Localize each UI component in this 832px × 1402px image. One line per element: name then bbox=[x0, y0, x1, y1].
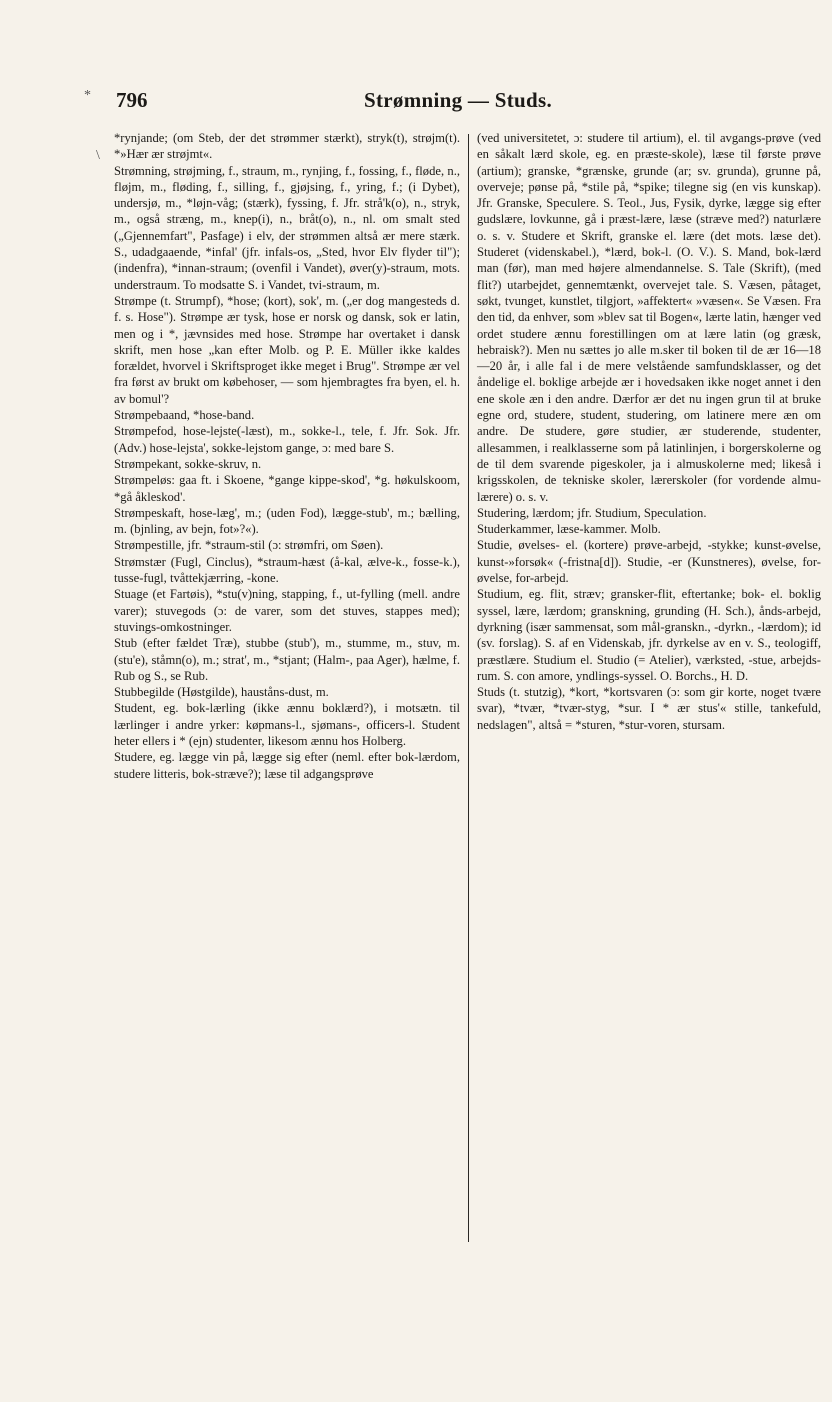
dictionary-entry: Studerkammer, læse-kammer. Molb. bbox=[477, 522, 661, 537]
page-number: 796 bbox=[116, 88, 148, 112]
right-column bbox=[477, 130, 821, 733]
column-divider bbox=[468, 134, 469, 1242]
dictionary-entry: *rynjande; (om Steb, der det strømmer stærkt), stryk(t), strøjm(t). *»Hær ær strøjmt«. bbox=[114, 131, 460, 162]
dictionary-entry: Strømpe (t. Strumpf), *hose; (kort), sok', m. („er dog mangesteds d. f. s. Hose"). Strømpe ær tysk, hose er norsk og dansk, sok er latin, men og i *, jævnsides med hose. Strømpe har overtaket i dansk skrift, men hose „kan efter Molb. og P. E. Müller ikke kaldes forældet, hvorvel i Skriftsproget ikke meget i Brug". Strømpe ær vel fra først av brukt om købehoser, — som hjembragtes fra byen, el. h. av bomul'? bbox=[114, 293, 460, 406]
dictionary-entry: (ved universitetet, ɔ: studere til artium), el. til avgangs-prøve (ved en såkalt lærd skole, eg. en præste-skole), læse til første prøve (artium); granske, *grænske, grunde (ar; sv. grunda), grunne på, overveje; pønse på, *stile på, *spike; tilegne sig (en vis kunskap). Jfr. Granske, Speculere. S. Teol., Jus, Fysik, dyrke, lægge sig efter gudslære, lovkunne, gå i præst-lære, læse (stræve med?) naturlære o. s. v. Studere et Skrift, granske el. lære (det mots. læse det). Studeret (videnskabel.), *lærd, bok-l. (O. V.). S. Mand, bok-lærd man (før), man med højere almendannelse. S. Tale (Skrift), (med flit?) utarbejdet, gennemtænkt, overvejet tale. S. Væsen, påtaget, søkt, tvunget, kunstlet, tilgjort, »affektert« »væsen«. Se Væsen. Fra den tid, da enhver, som »blev sat til Bogen«, lærte latin, hænger ved ordet studere ænnu forestillingen om at lære latin (og græsk, hebraisk?). Men nu sættes jo alle m.sker til boken til de ær 16—18—20 år, i alle fal i de mere velstående samfundsklasser, og det åndelige el. boklige arbejde ær i hovedsaken ikke noget annet i den ene skole æn i den andre. Dærfor ær det nu ingen grun til at bruke egne ord, studere, student, studering, om latinere mere æn om andre. De studere, gøre studier, ær studerende, studenter, allesammen, i realklasserne som på latinlinjen, i borgerskolerne og de til dem svarende pigeskoler, ja i almuskolerne med; likeså i krigsskolen, de tekniske skoler, lærerskoler (for vordende almu-lærere) o. s. v. bbox=[477, 131, 821, 504]
dictionary-entry: Strømpebaand, *hose-band. bbox=[114, 408, 255, 423]
dictionary-entry: Strømpefod, hose-lejste(-læst), m., sokke-l., tele, f. Jfr. Sok. Jfr. (Adv.) hose-lejsta', sokke-lejstom gange, ɔ: med bare S. bbox=[114, 424, 460, 455]
dictionary-entry: Strømpeskaft, hose-læg', m.; (uden Fod), lægge-stub', m.; bælling, m. (bjnling, av bejn, fot»?«). bbox=[114, 505, 460, 537]
dictionary-entry: Strømning, strøjming, f., straum, m., rynjing, f., fossing, f., fløde, n., fløjm, m., fløding, f., silling, f., gjøjsing, f., yring, f.; (i Dybet), undersjø, m., *løjn-våg; (stærk), fyssing, f. Jfr. strå'k(o), n., stryk, m., også stræng, m., knep(i), n., bråt(o), n., nl. om smalt sted („Gjennemfart", Pasfage) i elv, der strømmen altså ær mere stærk. S., udadgaaende, *infal' (jfr. infals-os, „Sted, hvor Elv flyder til"); (indenfra), *innan-straum; (ovenfil i Vandet), øver(y)-straum, mots. understraum. To modsatte S. i Vandet, tvi-straum, m. bbox=[114, 163, 460, 292]
dictionary-entry: Stuage (et Fartøis), *stu(v)ning, stapping, f., ut-fylling (mell. andre varer); stuvegods (ɔ: de varer, som det stuves, stappes med); stuvings-omkostninger. bbox=[114, 587, 460, 634]
dictionary-entry: Studering, lærdom; jfr. Studium, Speculation. bbox=[477, 505, 707, 520]
page-header bbox=[0, 84, 832, 120]
dictionary-entry: Studere, eg. lægge vin på, lægge sig efter (neml. efter bok-lærdom, studere litteris, bok-stræve?); læse til adgangsprøve bbox=[114, 750, 460, 781]
dictionary-entry: Stubbegilde (Høstgilde), hauståns-dust, m. bbox=[114, 685, 329, 700]
margin-mark: \ bbox=[96, 148, 100, 163]
dictionary-entry: Student, eg. bok-lærling (ikke ænnu boklærd?), i motsætn. til lærlinger i andre yrker: køpmans-l., sjømans-, officers-l. Student heter ellers i * (ejn) studenter, likesom ænnu hos Holberg. bbox=[114, 701, 460, 748]
dictionary-entry: Studs (t. stutzig), *kort, *kortsvaren (ɔ: som gir korte, noget tvære svar), *tvær, *tvær-styg, *sur. I * ær stus'« stille, tankefuld, nedslagen", altså = *sturen, *stur-voren, stursam. bbox=[477, 685, 821, 732]
dictionary-entry: Stub (efter fældet Træ), stubbe (stub'), m., stumme, m., stuv, m. (stu'e), ståmn(o), m.; strat', m., *stjant; (Halm-, paa Ager), hælme, f. Rub og S., se Rub. bbox=[114, 636, 460, 683]
dictionary-entry: Strømstær (Fugl, Cinclus), *straum-hæst (å-kal, ælve-k., fosse-k.), tusse-fugl, tvåttekjærring, -kone. bbox=[114, 554, 460, 586]
dictionary-entry: Strømpestille, jfr. *straum-stil (ɔ: strømfri, om Søen). bbox=[114, 538, 384, 553]
dictionary-entry: Strømpeløs: gaa ft. i Skoene, *gange kippe-skod', *g. høkulskoom, *gå åkleskod'. bbox=[114, 473, 460, 504]
left-column bbox=[114, 130, 460, 782]
running-head: Strømning — Studs. bbox=[364, 88, 553, 112]
margin-mark: * bbox=[84, 88, 91, 103]
dictionary-entry: Studie, øvelses- el. (kortere) prøve-arbejd, -stykke; kunst-øvelse, kunst-»forsøk« (-fristna[d]). Studie, -er (Kunstneres), øvelse, for-øvelse, for-arbejd. bbox=[477, 538, 821, 586]
dictionary-entry: Studium, eg. flit, stræv; gransker-flit, eftertanke; bok- el. boklig syssel, lære, lærdom; granskning, grunding (H. Sch.), ånds-arbejd, dyrkning (især sammensat, som mål-granskn., -dyrkn., -lærdom); id (sv. forslag). S. af en Videnskab, jfr. dyrkelse av en v. S., teologiff, præstlære. Studium el. Studio (= Atelier), værksted, -stue, arbejds-rum. S. con amore, yndlings-syssel. O. Borchs., H. D. bbox=[477, 587, 821, 683]
dictionary-entry: Strømpekant, sokke-skruv, n. bbox=[114, 456, 262, 471]
